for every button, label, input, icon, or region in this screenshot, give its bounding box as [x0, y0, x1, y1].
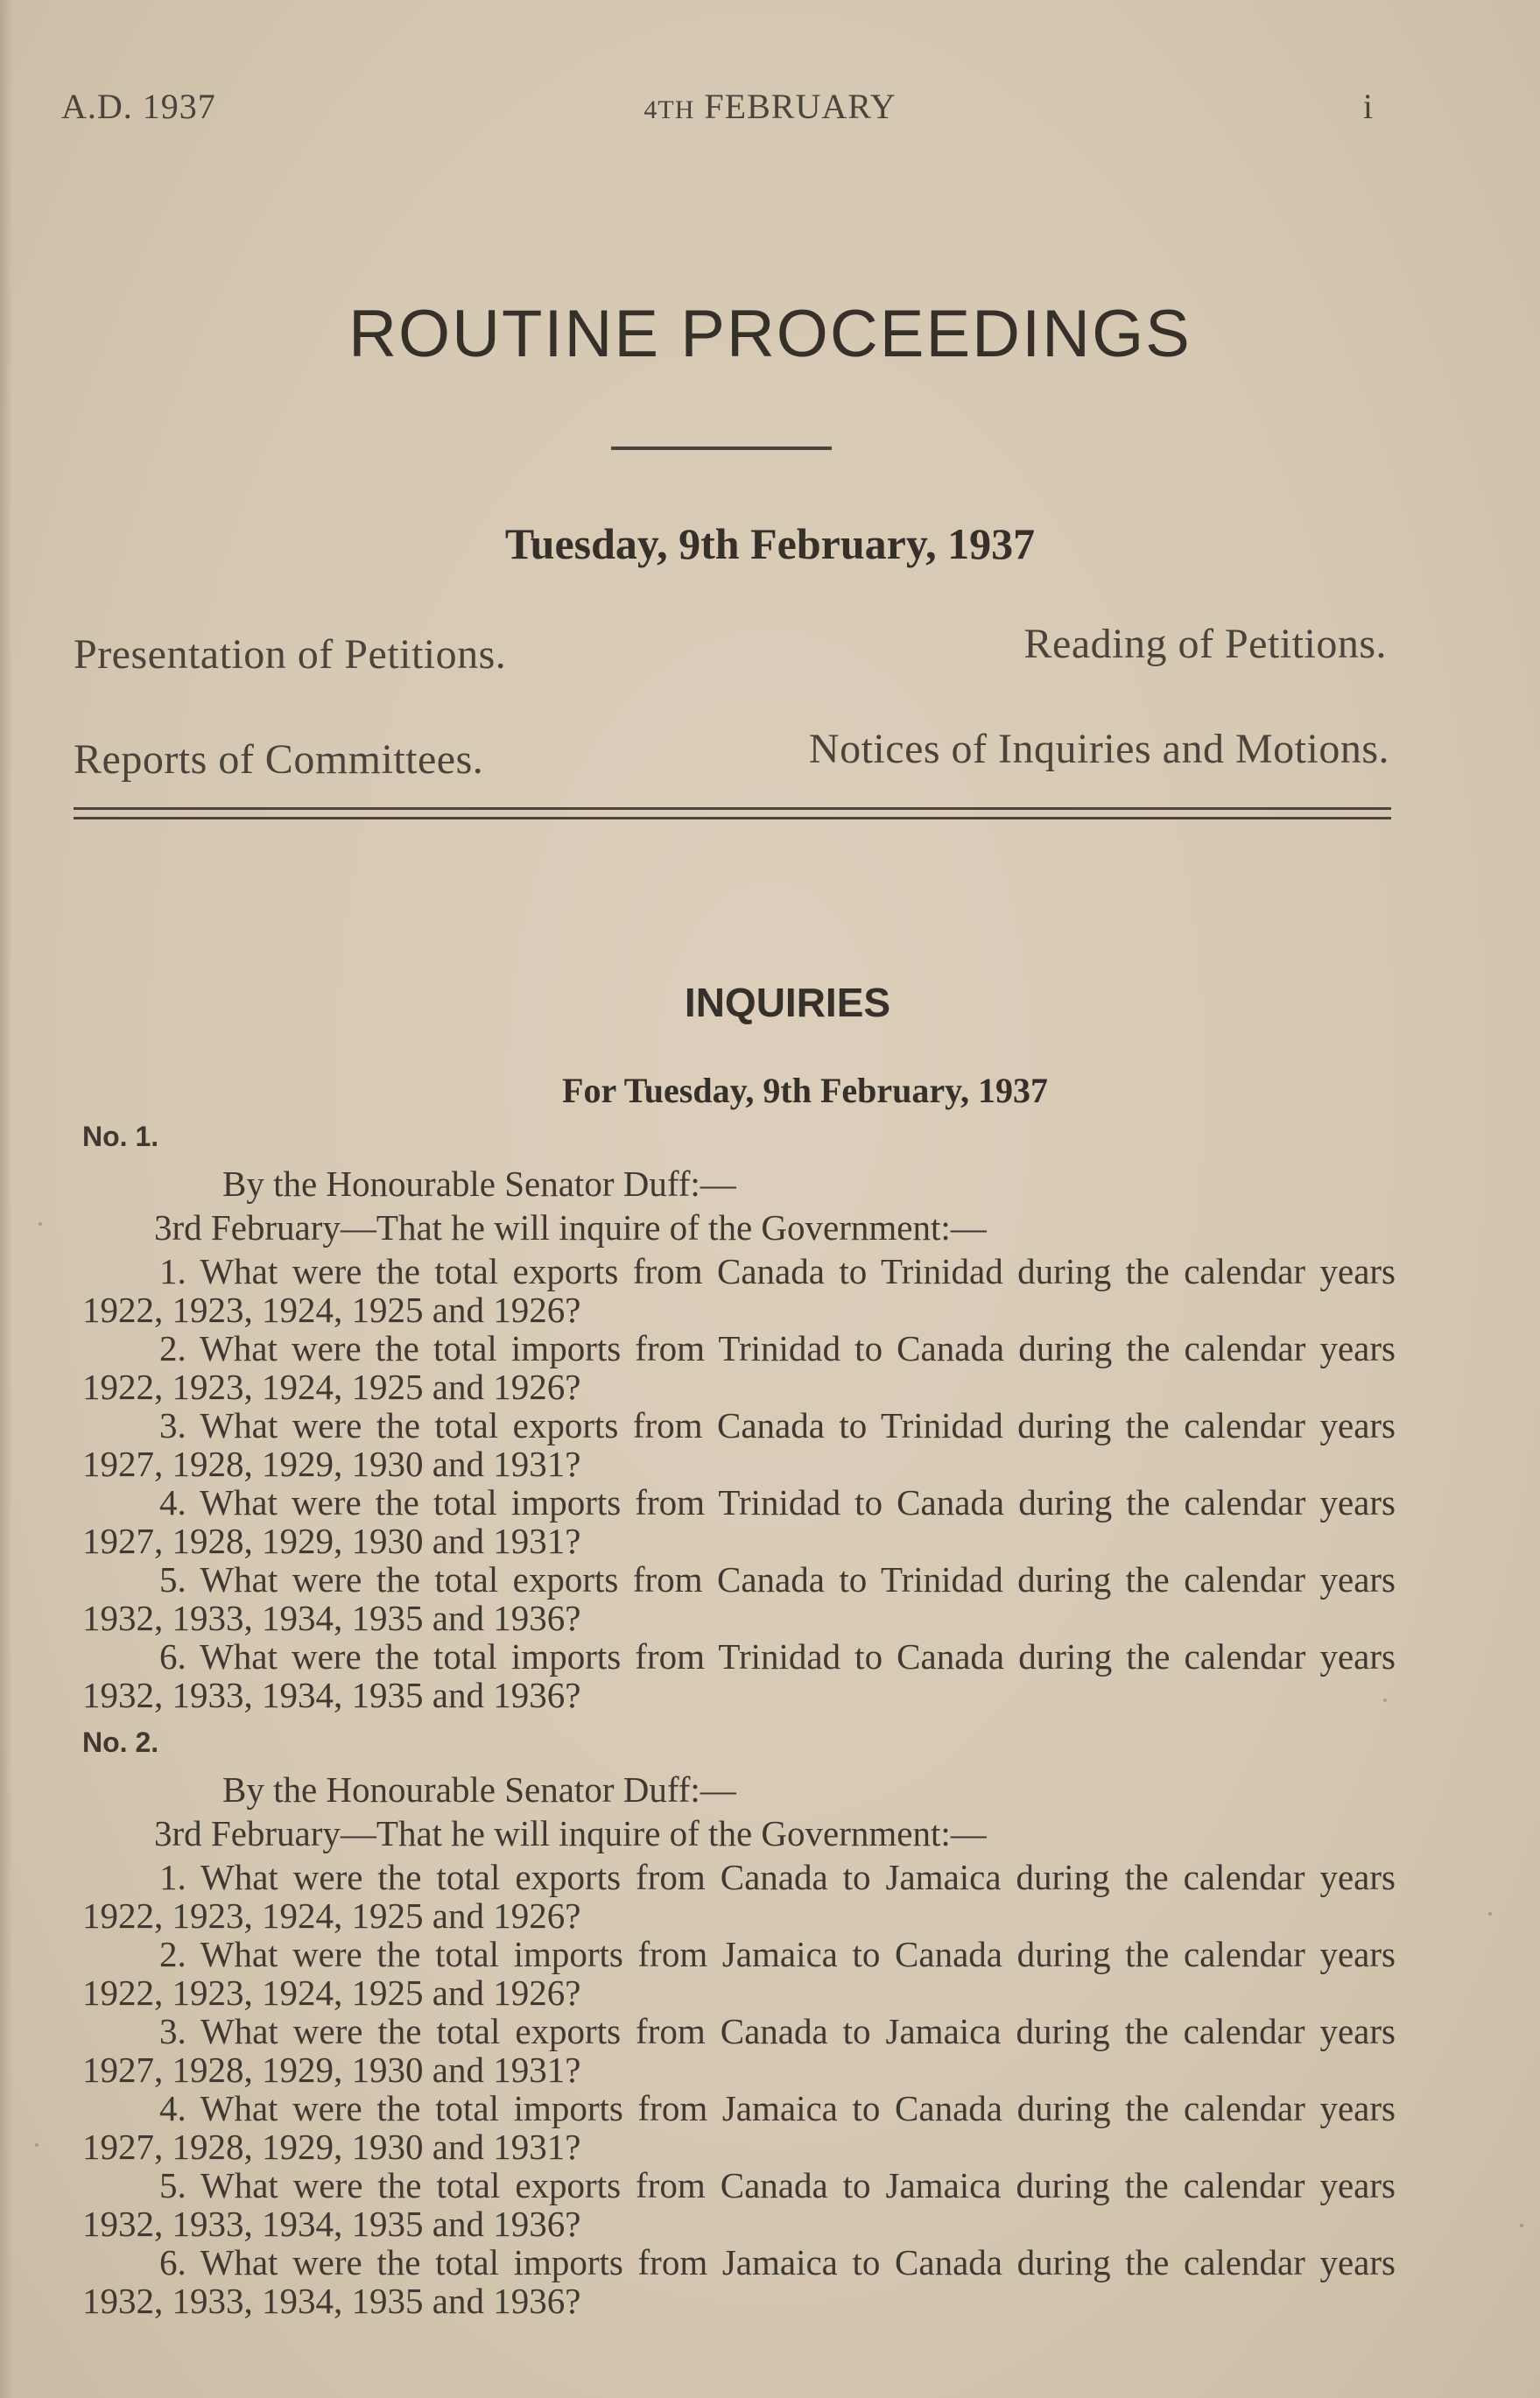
inquiry-intro: 3rd February—That he will inquire of the Government:— [154, 1207, 987, 1248]
routine-item-presentation-of-petitions: Presentation of Petitions. [74, 631, 507, 678]
inquiry-question: 6. What were the total imports from Jamaica to Canada during the calendar years 1932, 1933, 1934, 1935 and 1936? [82, 2242, 1396, 2321]
inquiry-question: 4. What were the total imports from Trinidad to Canada during the calendar years 1927, 1928, 1929, 1930 and 1931? [82, 1482, 1396, 1561]
inquiry-question: 4. What were the total imports from Jamaica to Canada during the calendar years 1927, 1928, 1929, 1930 and 1931? [82, 2088, 1396, 2167]
sitting-date: Tuesday, 9th February, 1937 [504, 519, 1036, 568]
header-year: A.D. 1937 [61, 87, 216, 126]
inquiry-by: By the Honourable Senator Duff:— [222, 1769, 736, 1810]
inquiry-question: 3. What were the total exports from Canada to Trinidad during the calendar years 1927, 1928, 1929, 1930 and 1931? [82, 1405, 1396, 1484]
routine-item-notices: Notices of Inquiries and Motions. [808, 726, 1389, 772]
header-date [0, 86, 1540, 127]
paper-speck [1383, 1698, 1387, 1702]
paper-speck [39, 1222, 42, 1226]
paper-speck [1488, 1912, 1492, 1916]
section-title-inquiries: INQUIRIES [684, 980, 891, 1025]
double-rule-divider [74, 807, 1391, 819]
inquiry-intro: 3rd February—That he will inquire of the Government:— [154, 1813, 987, 1853]
inquiry-by: By the Honourable Senator Duff:— [222, 1164, 736, 1204]
title-divider [611, 447, 832, 450]
page-title: ROUTINE PROCEEDINGS [348, 297, 1192, 371]
inquiry-question: 2. What were the total imports from Trinidad to Canada during the calendar years 1922, 1923, 1924, 1925 and 1926? [82, 1328, 1396, 1407]
inquiry-block [82, 1117, 1396, 1714]
inquiries-date: For Tuesday, 9th February, 1937 [562, 1071, 1048, 1110]
inquiry-number: No. 1. [82, 1121, 159, 1152]
inquiry-question: 6. What were the total imports from Trinidad to Canada during the calendar years 1932, 1933, 1934, 1935 and 1936? [82, 1636, 1396, 1715]
inquiry-question: 2. What were the total imports from Jamaica to Canada during the calendar years 1922, 1923, 1924, 1925 and 1926? [82, 1934, 1396, 2013]
header-date-month: FEBRUARY [704, 87, 897, 126]
header-date-ordinal: 4TH [643, 95, 695, 124]
paper-speck [1520, 2224, 1523, 2227]
inquiry-question: 5. What were the total exports from Canada to Jamaica during the calendar years 1932, 1933, 1934, 1935 and 1936? [82, 2165, 1396, 2244]
inquiry-question: 1. What were the total exports from Canada to Jamaica during the calendar years 1922, 1923, 1924, 1925 and 1926? [82, 1857, 1396, 1936]
paper-speck [35, 2143, 39, 2147]
inquiry-question: 1. What were the total exports from Canada to Trinidad during the calendar years 1922, 1923, 1924, 1925 and 1926? [82, 1251, 1396, 1330]
routine-item-reading-of-petitions: Reading of Petitions. [1023, 621, 1387, 667]
routine-item-reports-of-committees: Reports of Committees. [74, 736, 484, 783]
inquiry-block [82, 1723, 1396, 2320]
page-number: i [1362, 87, 1374, 126]
inquiry-question: 5. What were the total exports from Canada to Trinidad during the calendar years 1932, 1933, 1934, 1935 and 1936? [82, 1559, 1396, 1638]
inquiry-number: No. 2. [82, 1726, 159, 1758]
inquiry-question: 3. What were the total exports from Canada to Jamaica during the calendar years 1927, 1928, 1929, 1930 and 1931? [82, 2011, 1396, 2090]
